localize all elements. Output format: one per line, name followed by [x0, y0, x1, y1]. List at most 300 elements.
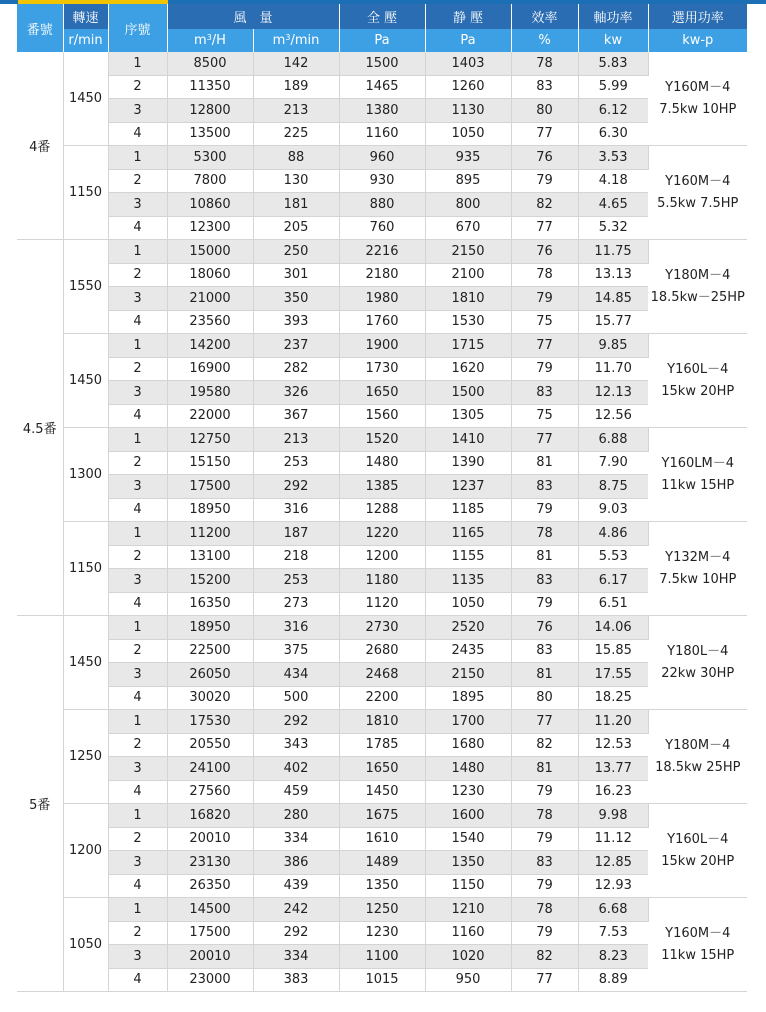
table-row — [17, 404, 747, 428]
shaft-power-cell: 5.53 — [578, 545, 648, 569]
seq-cell: 1 — [108, 616, 167, 640]
seq-cell: 4 — [108, 686, 167, 710]
static-pressure-cell: 1135 — [425, 569, 511, 593]
seq-cell: 3 — [108, 945, 167, 969]
shaft-power-cell: 3.53 — [578, 146, 648, 170]
selected-power-cell — [648, 428, 747, 522]
motor-rating: 18.5kw－25HP — [650, 289, 745, 305]
airflow-m3h-cell: 22000 — [167, 404, 253, 428]
seq-cell: 4 — [108, 310, 167, 334]
total-pressure-cell: 2180 — [339, 263, 425, 287]
table-row — [17, 639, 747, 663]
shaft-power-cell: 11.20 — [578, 710, 648, 734]
airflow-m3min-cell: 273 — [253, 592, 339, 616]
efficiency-cell: 79 — [511, 592, 578, 616]
table-row — [17, 169, 747, 193]
table-row — [17, 334, 747, 358]
efficiency-cell: 79 — [511, 921, 578, 945]
unit-airflow-m3min: $m^3/\min$ — [253, 29, 339, 52]
seq-cell: 1 — [108, 146, 167, 170]
total-pressure-cell: 2468 — [339, 663, 425, 687]
efficiency-cell: 77 — [511, 968, 578, 992]
shaft-power-cell: 5.99 — [578, 75, 648, 99]
total-pressure-cell: 1900 — [339, 334, 425, 358]
motor-model: Y132M－4 — [665, 549, 731, 565]
airflow-m3min-cell: 142 — [253, 52, 339, 75]
total-pressure-cell: 1650 — [339, 757, 425, 781]
static-pressure-cell: 935 — [425, 146, 511, 170]
static-pressure-cell: 1130 — [425, 99, 511, 123]
static-pressure-cell: 800 — [425, 193, 511, 217]
efficiency-cell: 81 — [511, 545, 578, 569]
total-pressure-cell: 1500 — [339, 52, 425, 75]
table-row — [17, 757, 747, 781]
airflow-m3h-cell: 15000 — [167, 240, 253, 264]
total-pressure-cell: 1785 — [339, 733, 425, 757]
seq-cell: 4 — [108, 498, 167, 522]
airflow-m3min-cell: 386 — [253, 851, 339, 875]
static-pressure-cell: 1600 — [425, 804, 511, 828]
table-row — [17, 663, 747, 687]
motor-model: Y160M－4 — [665, 925, 731, 941]
static-pressure-cell: 1500 — [425, 381, 511, 405]
seq-cell: 1 — [108, 522, 167, 546]
speed-cell: 1450 — [63, 616, 108, 710]
efficiency-cell: 79 — [511, 780, 578, 804]
efficiency-cell: 81 — [511, 757, 578, 781]
total-pressure-cell: 1760 — [339, 310, 425, 334]
airflow-m3h-cell: 13500 — [167, 122, 253, 146]
shaft-power-cell: 8.23 — [578, 945, 648, 969]
total-pressure-cell: 2680 — [339, 639, 425, 663]
airflow-m3h-cell: 27560 — [167, 780, 253, 804]
motor-rating: 5.5kw 7.5HP — [657, 195, 739, 211]
total-pressure-cell: 1200 — [339, 545, 425, 569]
seq-cell: 1 — [108, 804, 167, 828]
airflow-m3h-cell: 22500 — [167, 639, 253, 663]
table-row — [17, 75, 747, 99]
total-pressure-cell: 1288 — [339, 498, 425, 522]
seq-cell: 3 — [108, 569, 167, 593]
table-row — [17, 851, 747, 875]
airflow-m3min-cell: 316 — [253, 498, 339, 522]
motor-rating: 18.5kw 25HP — [655, 759, 741, 775]
shaft-power-cell: 14.85 — [578, 287, 648, 311]
airflow-m3h-cell: 14200 — [167, 334, 253, 358]
airflow-m3h-cell: 18060 — [167, 263, 253, 287]
airflow-m3h-cell: 23560 — [167, 310, 253, 334]
airflow-m3min-cell: 393 — [253, 310, 339, 334]
total-pressure-cell: 1250 — [339, 898, 425, 922]
efficiency-cell: 77 — [511, 216, 578, 240]
efficiency-cell: 79 — [511, 874, 578, 898]
static-pressure-cell: 1700 — [425, 710, 511, 734]
seq-cell: 4 — [108, 592, 167, 616]
speed-cell: 1450 — [63, 334, 108, 428]
static-pressure-cell: 670 — [425, 216, 511, 240]
airflow-m3h-cell: 26350 — [167, 874, 253, 898]
selected-power-cell — [648, 804, 747, 898]
total-pressure-cell: 2730 — [339, 616, 425, 640]
table-row — [17, 263, 747, 287]
table-row — [17, 780, 747, 804]
efficiency-cell: 82 — [511, 945, 578, 969]
static-pressure-cell: 1480 — [425, 757, 511, 781]
airflow-m3min-cell: 218 — [253, 545, 339, 569]
shaft-power-cell: 7.53 — [578, 921, 648, 945]
table-header — [17, 4, 747, 52]
airflow-m3min-cell: 334 — [253, 827, 339, 851]
motor-model: Y160M－4 — [665, 79, 731, 95]
table-row — [17, 193, 747, 217]
efficiency-cell: 81 — [511, 451, 578, 475]
airflow-m3min-cell: 343 — [253, 733, 339, 757]
table-row — [17, 428, 747, 452]
seq-cell: 1 — [108, 240, 167, 264]
airflow-m3h-cell: 15200 — [167, 569, 253, 593]
seq-cell: 3 — [108, 851, 167, 875]
total-pressure-cell: 1120 — [339, 592, 425, 616]
static-pressure-cell: 2150 — [425, 663, 511, 687]
selected-power-cell — [648, 146, 747, 240]
airflow-m3h-cell: 8500 — [167, 52, 253, 75]
airflow-m3h-cell: 20010 — [167, 827, 253, 851]
static-pressure-cell: 950 — [425, 968, 511, 992]
static-pressure-cell: 1050 — [425, 592, 511, 616]
seq-cell: 1 — [108, 710, 167, 734]
static-pressure-cell: 2150 — [425, 240, 511, 264]
selected-power-cell — [648, 52, 747, 146]
airflow-m3min-cell: 439 — [253, 874, 339, 898]
table-row — [17, 451, 747, 475]
airflow-m3min-cell: 292 — [253, 475, 339, 499]
table-row — [17, 498, 747, 522]
static-pressure-cell: 1530 — [425, 310, 511, 334]
seq-cell: 3 — [108, 381, 167, 405]
efficiency-cell: 76 — [511, 616, 578, 640]
total-pressure-cell: 1350 — [339, 874, 425, 898]
airflow-m3min-cell: 500 — [253, 686, 339, 710]
table-row — [17, 945, 747, 969]
table-row — [17, 569, 747, 593]
motor-rating: 15kw 20HP — [661, 383, 735, 399]
static-pressure-cell: 1160 — [425, 921, 511, 945]
unit-total-pressure: Pa — [339, 29, 425, 52]
table-row — [17, 99, 747, 123]
seq-cell: 3 — [108, 99, 167, 123]
static-pressure-cell: 1165 — [425, 522, 511, 546]
efficiency-cell: 82 — [511, 733, 578, 757]
total-pressure-cell: 1810 — [339, 710, 425, 734]
efficiency-cell: 83 — [511, 851, 578, 875]
airflow-m3h-cell: 14500 — [167, 898, 253, 922]
efficiency-cell: 77 — [511, 334, 578, 358]
shaft-power-cell: 7.90 — [578, 451, 648, 475]
efficiency-cell: 78 — [511, 804, 578, 828]
shaft-power-cell: 6.17 — [578, 569, 648, 593]
selected-power-cell — [648, 898, 747, 992]
airflow-m3h-cell: 20010 — [167, 945, 253, 969]
seq-cell: 4 — [108, 874, 167, 898]
static-pressure-cell: 1185 — [425, 498, 511, 522]
efficiency-cell: 75 — [511, 404, 578, 428]
airflow-m3min-cell: 292 — [253, 921, 339, 945]
airflow-m3h-cell: 30020 — [167, 686, 253, 710]
airflow-m3h-cell: 11350 — [167, 75, 253, 99]
static-pressure-cell: 1210 — [425, 898, 511, 922]
shaft-power-cell: 12.93 — [578, 874, 648, 898]
efficiency-cell: 79 — [511, 169, 578, 193]
total-pressure-cell: 1465 — [339, 75, 425, 99]
seq-cell: 3 — [108, 193, 167, 217]
static-pressure-cell: 1155 — [425, 545, 511, 569]
static-pressure-cell: 1050 — [425, 122, 511, 146]
airflow-m3min-cell: 130 — [253, 169, 339, 193]
airflow-m3h-cell: 18950 — [167, 616, 253, 640]
motor-model: Y180M－4 — [665, 737, 731, 753]
table-row — [17, 592, 747, 616]
airflow-m3min-cell: 225 — [253, 122, 339, 146]
fan-no-cell: 4番 — [17, 52, 63, 240]
airflow-m3min-cell: 253 — [253, 451, 339, 475]
airflow-m3h-cell: 16350 — [167, 592, 253, 616]
shaft-power-cell: 15.77 — [578, 310, 648, 334]
seq-cell: 3 — [108, 287, 167, 311]
total-pressure-cell: 1380 — [339, 99, 425, 123]
speed-cell: 1450 — [63, 52, 108, 146]
seq-cell: 2 — [108, 75, 167, 99]
col-header-speed: 轉速 — [63, 4, 108, 29]
table-row — [17, 827, 747, 851]
static-pressure-cell: 1715 — [425, 334, 511, 358]
seq-cell: 2 — [108, 263, 167, 287]
seq-cell: 4 — [108, 968, 167, 992]
airflow-m3h-cell: 12800 — [167, 99, 253, 123]
airflow-m3h-cell: 12300 — [167, 216, 253, 240]
efficiency-cell: 80 — [511, 99, 578, 123]
shaft-power-cell: 14.06 — [578, 616, 648, 640]
airflow-m3h-cell: 12750 — [167, 428, 253, 452]
airflow-m3min-cell: 383 — [253, 968, 339, 992]
efficiency-cell: 78 — [511, 898, 578, 922]
shaft-power-cell: 11.75 — [578, 240, 648, 264]
total-pressure-cell: 1730 — [339, 357, 425, 381]
seq-cell: 4 — [108, 780, 167, 804]
shaft-power-cell: 4.18 — [578, 169, 648, 193]
efficiency-cell: 76 — [511, 240, 578, 264]
speed-cell: 1200 — [63, 804, 108, 898]
efficiency-cell: 83 — [511, 75, 578, 99]
motor-rating: 22kw 30HP — [661, 665, 735, 681]
airflow-m3min-cell: 213 — [253, 99, 339, 123]
unit-selected-power: kw-p — [648, 29, 747, 52]
airflow-m3min-cell: 402 — [253, 757, 339, 781]
efficiency-cell: 79 — [511, 287, 578, 311]
unit-efficiency: % — [511, 29, 578, 52]
seq-cell: 2 — [108, 545, 167, 569]
selected-power-cell — [648, 710, 747, 804]
airflow-m3min-cell: 459 — [253, 780, 339, 804]
col-header-airflow: 風 量 — [167, 4, 339, 29]
seq-cell: 2 — [108, 733, 167, 757]
col-header-selected-power: 選用功率 — [648, 4, 747, 29]
static-pressure-cell: 1810 — [425, 287, 511, 311]
col-header-efficiency: 效率 — [511, 4, 578, 29]
static-pressure-cell: 1230 — [425, 780, 511, 804]
airflow-m3h-cell: 23130 — [167, 851, 253, 875]
seq-cell: 1 — [108, 428, 167, 452]
airflow-m3min-cell: 375 — [253, 639, 339, 663]
static-pressure-cell: 1390 — [425, 451, 511, 475]
airflow-m3min-cell: 237 — [253, 334, 339, 358]
static-pressure-cell: 2100 — [425, 263, 511, 287]
airflow-m3h-cell: 26050 — [167, 663, 253, 687]
airflow-m3h-cell: 16900 — [167, 357, 253, 381]
airflow-m3min-cell: 350 — [253, 287, 339, 311]
motor-model: Y180M－4 — [665, 267, 731, 283]
total-pressure-cell: 760 — [339, 216, 425, 240]
airflow-m3h-cell: 20550 — [167, 733, 253, 757]
total-pressure-cell: 1220 — [339, 522, 425, 546]
table-row — [17, 287, 747, 311]
total-pressure-cell: 1520 — [339, 428, 425, 452]
total-pressure-cell: 1015 — [339, 968, 425, 992]
total-pressure-cell: 2200 — [339, 686, 425, 710]
table-row — [17, 616, 747, 640]
seq-cell: 3 — [108, 757, 167, 781]
table-row — [17, 146, 747, 170]
seq-cell: 4 — [108, 216, 167, 240]
fan-no-cell: 4.5番 — [17, 240, 63, 616]
shaft-power-cell: 6.12 — [578, 99, 648, 123]
speed-cell: 1050 — [63, 898, 108, 992]
table-row — [17, 52, 747, 75]
col-header-fan-no: 番號 — [17, 4, 63, 52]
table-row — [17, 357, 747, 381]
table-row — [17, 122, 747, 146]
speed-cell: 1300 — [63, 428, 108, 522]
seq-cell: 3 — [108, 663, 167, 687]
efficiency-cell: 78 — [511, 52, 578, 75]
airflow-m3min-cell: 205 — [253, 216, 339, 240]
seq-cell: 1 — [108, 898, 167, 922]
shaft-power-cell: 12.53 — [578, 733, 648, 757]
efficiency-cell: 76 — [511, 146, 578, 170]
airflow-m3h-cell: 17530 — [167, 710, 253, 734]
shaft-power-cell: 6.88 — [578, 428, 648, 452]
total-pressure-cell: 960 — [339, 146, 425, 170]
table-row — [17, 475, 747, 499]
shaft-power-cell: 13.77 — [578, 757, 648, 781]
airflow-m3min-cell: 280 — [253, 804, 339, 828]
speed-cell: 1150 — [63, 522, 108, 616]
efficiency-cell: 79 — [511, 827, 578, 851]
efficiency-cell: 78 — [511, 263, 578, 287]
total-pressure-cell: 2216 — [339, 240, 425, 264]
total-pressure-cell: 930 — [339, 169, 425, 193]
speed-cell: 1550 — [63, 240, 108, 334]
total-pressure-cell: 1180 — [339, 569, 425, 593]
unit-speed: r/min — [63, 29, 108, 52]
seq-cell: 2 — [108, 357, 167, 381]
airflow-m3min-cell: 213 — [253, 428, 339, 452]
table-row — [17, 874, 747, 898]
shaft-power-cell: 12.56 — [578, 404, 648, 428]
motor-model: Y160M－4 — [665, 173, 731, 189]
airflow-m3h-cell: 5300 — [167, 146, 253, 170]
total-pressure-cell: 880 — [339, 193, 425, 217]
airflow-m3h-cell: 18950 — [167, 498, 253, 522]
shaft-power-cell: 9.98 — [578, 804, 648, 828]
seq-cell: 2 — [108, 639, 167, 663]
seq-cell: 2 — [108, 921, 167, 945]
shaft-power-cell: 4.86 — [578, 522, 648, 546]
airflow-m3min-cell: 250 — [253, 240, 339, 264]
col-header-total-pressure: 全 壓 — [339, 4, 425, 29]
total-pressure-cell: 1980 — [339, 287, 425, 311]
airflow-m3min-cell: 187 — [253, 522, 339, 546]
motor-rating: 15kw 20HP — [661, 853, 735, 869]
static-pressure-cell: 1410 — [425, 428, 511, 452]
efficiency-cell: 75 — [511, 310, 578, 334]
airflow-m3h-cell: 23000 — [167, 968, 253, 992]
total-pressure-cell: 1610 — [339, 827, 425, 851]
motor-rating: 7.5kw 10HP — [659, 101, 737, 117]
airflow-m3h-cell: 7800 — [167, 169, 253, 193]
motor-model: Y160L－4 — [667, 831, 729, 847]
shaft-power-cell: 9.85 — [578, 334, 648, 358]
static-pressure-cell: 1260 — [425, 75, 511, 99]
efficiency-cell: 83 — [511, 569, 578, 593]
airflow-m3min-cell: 334 — [253, 945, 339, 969]
seq-cell: 2 — [108, 451, 167, 475]
shaft-power-cell: 9.03 — [578, 498, 648, 522]
efficiency-cell: 79 — [511, 357, 578, 381]
total-pressure-cell: 1230 — [339, 921, 425, 945]
total-pressure-cell: 1675 — [339, 804, 425, 828]
col-header-shaft-power: 軸功率 — [578, 4, 648, 29]
airflow-m3min-cell: 181 — [253, 193, 339, 217]
total-pressure-cell: 1650 — [339, 381, 425, 405]
selected-power-cell — [648, 522, 747, 616]
static-pressure-cell: 1150 — [425, 874, 511, 898]
efficiency-cell: 83 — [511, 381, 578, 405]
shaft-power-cell: 12.13 — [578, 381, 648, 405]
efficiency-cell: 80 — [511, 686, 578, 710]
table-row — [17, 310, 747, 334]
col-header-seq: 序號 — [108, 4, 167, 52]
seq-cell: 4 — [108, 404, 167, 428]
seq-cell: 1 — [108, 334, 167, 358]
airflow-m3h-cell: 10860 — [167, 193, 253, 217]
airflow-m3h-cell: 19580 — [167, 381, 253, 405]
seq-cell: 3 — [108, 475, 167, 499]
seq-cell: 2 — [108, 169, 167, 193]
efficiency-cell: 79 — [511, 498, 578, 522]
shaft-power-cell: 13.13 — [578, 263, 648, 287]
unit-shaft-power: kw — [578, 29, 648, 52]
table-row — [17, 686, 747, 710]
airflow-m3min-cell: 367 — [253, 404, 339, 428]
unit-static-pressure: Pa — [425, 29, 511, 52]
total-pressure-cell: 1100 — [339, 945, 425, 969]
total-pressure-cell: 1480 — [339, 451, 425, 475]
table-row — [17, 240, 747, 264]
seq-cell: 4 — [108, 122, 167, 146]
shaft-power-cell: 4.65 — [578, 193, 648, 217]
shaft-power-cell: 11.12 — [578, 827, 648, 851]
efficiency-cell: 81 — [511, 663, 578, 687]
